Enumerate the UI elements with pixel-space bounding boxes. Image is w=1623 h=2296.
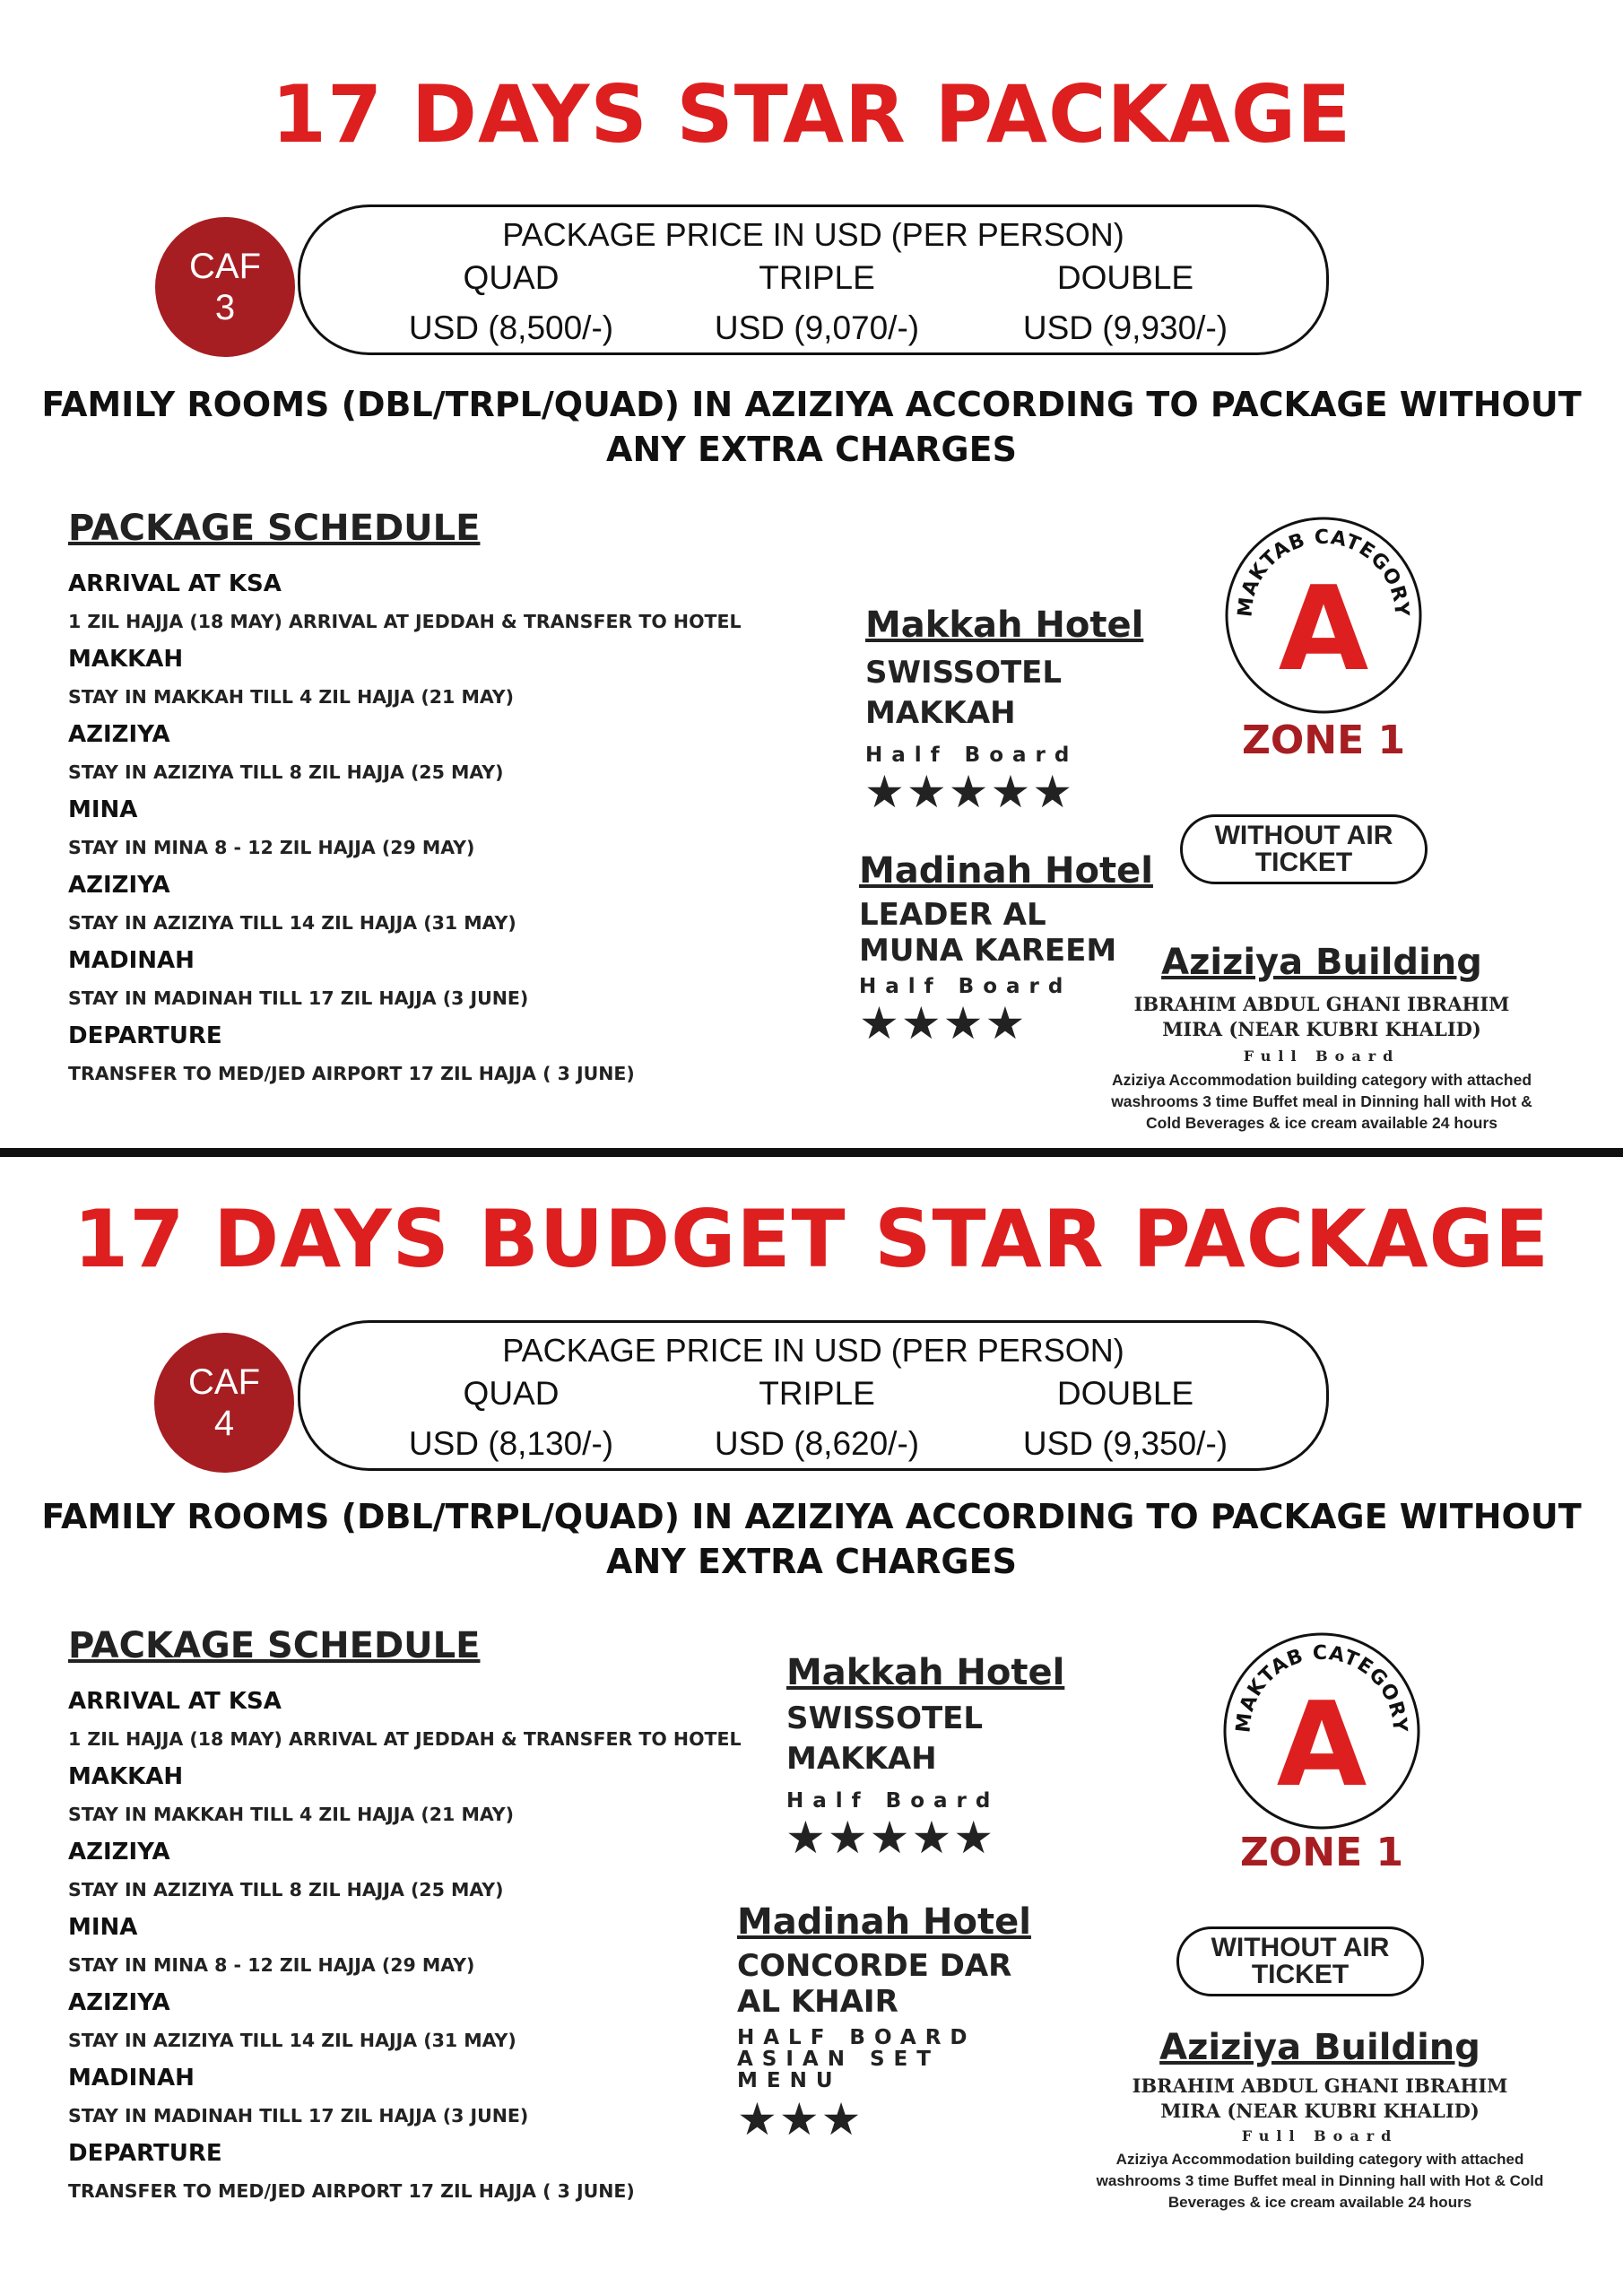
aziziya-description	[1071, 1069, 1573, 1134]
schedule-detail: TRANSFER TO MED/JED AIRPORT 17 ZIL HAJJA ( 3 JUNE)	[68, 1063, 635, 1084]
maktab-category-badge	[1223, 515, 1424, 716]
price-triple-label: TRIPLE	[759, 1375, 875, 1412]
price-double	[982, 259, 1269, 347]
aziziya-description	[1069, 2149, 1571, 2213]
schedule-title: PACKAGE SCHEDULE	[68, 1625, 481, 1666]
schedule-detail: STAY IN MINA 8 - 12 ZIL HAJJA (29 MAY)	[68, 837, 475, 858]
aziziya-desc-line2: washrooms 3 time Buffet meal in Dinning hall with Hot &	[1111, 1092, 1532, 1110]
price-quad-label: QUAD	[463, 1375, 560, 1412]
schedule-heading: MAKKAH	[68, 646, 184, 673]
section-divider	[0, 1148, 1623, 1157]
price-quad-value: USD (8,500/-)	[408, 309, 614, 346]
schedule-heading: MADINAH	[68, 947, 195, 974]
maktab-letter: A	[1276, 1676, 1367, 1813]
aziziya-address-line1: IBRAHIM ABDUL GHANI IBRAHIM	[1133, 993, 1510, 1015]
family-line-1: FAMILY ROOMS (DBL/TRPL/QUAD) IN AZIZIYA ACCORDING TO PACKAGE WITHOUT	[41, 385, 1582, 424]
schedule-heading: MADINAH	[68, 2065, 195, 2092]
schedule-detail: STAY IN AZIZIYA TILL 14 ZIL HAJJA (31 MAY)	[68, 912, 516, 934]
aziziya-title: Aziziya Building	[1159, 2027, 1480, 2068]
price-triple-label: TRIPLE	[759, 259, 875, 296]
madinah-stars: ★★★★	[859, 997, 1028, 1049]
price-box	[298, 1320, 1329, 1471]
price-heading: PACKAGE PRICE IN USD (PER PERSON)	[502, 1332, 1124, 1369]
aziziya-address-line2: MIRA (NEAR KUBRI KHALID)	[1162, 1018, 1481, 1040]
schedule-detail: STAY IN AZIZIYA TILL 8 ZIL HAJJA (25 MAY)	[68, 1879, 504, 1900]
makkah-hotel-name-line2: MAKKAH	[786, 1741, 937, 1777]
ticket-line1: WITHOUT AIR	[1214, 821, 1393, 850]
madinah-hotel-name	[737, 1948, 1011, 2020]
ticket-line2: TICKET	[1251, 1960, 1350, 1989]
madinah-hotel-name-line2: MUNA KAREEM	[859, 933, 1117, 969]
maktab-arc-text: MAKTAB CATEGORY	[1234, 526, 1413, 619]
price-box	[298, 204, 1329, 355]
schedule-title: PACKAGE SCHEDULE	[68, 508, 481, 549]
schedule-list	[68, 1683, 750, 2210]
madinah-hotel-name-line1: CONCORDE DAR	[737, 1948, 1012, 1984]
schedule-heading: DEPARTURE	[68, 2140, 222, 2167]
schedule-heading: AZIZIYA	[68, 1839, 170, 1866]
zone-label: ZONE 1	[1241, 718, 1406, 763]
schedule-detail: STAY IN MAKKAH TILL 4 ZIL HAJJA (21 MAY)	[68, 1804, 514, 1825]
package-budget-star	[0, 1157, 1623, 2296]
schedule-detail: TRANSFER TO MED/JED AIRPORT 17 ZIL HAJJA ( 3 JUNE)	[68, 2180, 635, 2202]
madinah-hotel-name-line1: LEADER AL	[859, 897, 1046, 933]
maktab-letter: A	[1278, 561, 1369, 697]
price-triple	[673, 1375, 960, 1463]
schedule-detail: 1 ZIL HAJJA (18 MAY) ARRIVAL AT JEDDAH & TRANSFER TO HOTEL	[68, 1728, 742, 1750]
without-air-ticket-badge	[1176, 1926, 1424, 1996]
price-double-value: USD (9,930/-)	[1022, 309, 1228, 346]
makkah-hotel-name-line1: SWISSOTEL	[786, 1700, 984, 1736]
schedule-heading: ARRIVAL AT KSA	[68, 1688, 282, 1715]
maktab-arc-text: MAKTAB CATEGORY	[1232, 1641, 1411, 1735]
ticket-line1: WITHOUT AIR	[1211, 1933, 1390, 1962]
aziziya-desc-line3: Cold Beverages & ice cream available 24 hours	[1146, 1114, 1497, 1132]
caf-label: CAF	[189, 247, 261, 286]
schedule-heading: AZIZIYA	[68, 1989, 170, 2016]
aziziya-title: Aziziya Building	[1161, 942, 1482, 983]
makkah-board: Half Board	[786, 1789, 1000, 1813]
price-triple-value: USD (8,620/-)	[714, 1425, 920, 1462]
makkah-board: Half Board	[865, 744, 1079, 767]
price-quad	[368, 259, 655, 347]
schedule-heading: MINA	[68, 1914, 138, 1941]
makkah-stars: ★★★★★	[864, 766, 1075, 818]
without-air-ticket-badge	[1180, 814, 1428, 884]
schedule-heading: ARRIVAL AT KSA	[68, 570, 282, 597]
price-double	[982, 1375, 1269, 1463]
aziziya-address	[1098, 992, 1546, 1042]
aziziya-desc-line1: Aziziya Accommodation building category with attached	[1111, 1071, 1532, 1089]
price-quad-value: USD (8,130/-)	[408, 1425, 614, 1462]
madinah-board-line1: HALF BOARD	[737, 2026, 976, 2049]
maktab-category-badge	[1221, 1631, 1422, 1831]
package-title: 17 DAYS BUDGET STAR PACKAGE	[74, 1193, 1549, 1285]
schedule-detail: 1 ZIL HAJJA (18 MAY) ARRIVAL AT JEDDAH & TRANSFER TO HOTEL	[68, 611, 742, 632]
makkah-hotel-name-line2: MAKKAH	[865, 695, 1016, 731]
madinah-board-line2: ASIAN SET	[737, 2048, 940, 2071]
price-heading: PACKAGE PRICE IN USD (PER PERSON)	[502, 216, 1124, 253]
schedule-detail: STAY IN MINA 8 - 12 ZIL HAJJA (29 MAY)	[68, 1954, 475, 1976]
schedule-heading: MAKKAH	[68, 1763, 184, 1790]
makkah-hotel-name-line1: SWISSOTEL	[865, 655, 1063, 691]
price-double-label: DOUBLE	[1056, 259, 1194, 296]
schedule-detail: STAY IN MAKKAH TILL 4 ZIL HAJJA (21 MAY)	[68, 686, 514, 708]
makkah-stars: ★★★★★	[785, 1812, 996, 1864]
aziziya-desc-line2: washrooms 3 time Buffet meal in Dinning hall with Hot & Cold	[1096, 2172, 1544, 2189]
madinah-board-line3: MENU	[737, 2069, 842, 2092]
schedule-heading: AZIZIYA	[68, 872, 170, 899]
makkah-hotel-name	[865, 653, 1062, 734]
schedule-detail: STAY IN MADINAH TILL 17 ZIL HAJJA (3 JUNE)	[68, 2105, 529, 2126]
madinah-hotel-title: Madinah Hotel	[737, 1901, 1031, 1943]
price-quad-label: QUAD	[463, 259, 560, 296]
schedule-detail: STAY IN AZIZIYA TILL 8 ZIL HAJJA (25 MAY)	[68, 761, 504, 783]
family-line-2: ANY EXTRA CHARGES	[606, 1542, 1017, 1581]
aziziya-desc-line1: Aziziya Accommodation building category with attached	[1115, 2151, 1524, 2168]
caf-label: CAF	[188, 1362, 260, 1402]
price-double-value: USD (9,350/-)	[1022, 1425, 1228, 1462]
madinah-hotel-title: Madinah Hotel	[859, 850, 1153, 891]
aziziya-board: Full Board	[1243, 1048, 1401, 1065]
ticket-line2: TICKET	[1254, 848, 1353, 877]
schedule-detail: STAY IN AZIZIYA TILL 14 ZIL HAJJA (31 MAY)	[68, 2030, 516, 2051]
family-line-2: ANY EXTRA CHARGES	[606, 430, 1017, 469]
caf-number: 4	[213, 1404, 235, 1443]
aziziya-board: Full Board	[1241, 2127, 1399, 2144]
schedule-heading: MINA	[68, 796, 138, 823]
makkah-hotel-title: Makkah Hotel	[786, 1652, 1065, 1693]
makkah-hotel-title: Makkah Hotel	[865, 604, 1144, 646]
schedule-heading: DEPARTURE	[68, 1022, 222, 1049]
madinah-board	[737, 2027, 976, 2092]
aziziya-address	[1096, 2074, 1544, 2124]
price-triple	[673, 259, 960, 347]
schedule-list	[68, 565, 750, 1092]
family-rooms-note	[0, 1494, 1623, 1584]
family-rooms-note	[0, 382, 1623, 472]
price-triple-value: USD (9,070/-)	[714, 309, 920, 346]
madinah-hotel-name-line2: AL KHAIR	[737, 1984, 898, 2020]
aziziya-address-line2: MIRA (NEAR KUBRI KHALID)	[1160, 2100, 1480, 2122]
price-quad	[368, 1375, 655, 1463]
caf-number: 3	[214, 288, 236, 327]
madinah-board: Half Board	[859, 975, 1072, 998]
madinah-stars: ★★★	[737, 2093, 864, 2145]
schedule-heading: AZIZIYA	[68, 721, 170, 748]
caf-badge	[155, 217, 295, 357]
caf-badge	[154, 1333, 294, 1473]
package-title: 17 DAYS STAR PACKAGE	[271, 68, 1352, 161]
family-line-1: FAMILY ROOMS (DBL/TRPL/QUAD) IN AZIZIYA ACCORDING TO PACKAGE WITHOUT	[41, 1497, 1582, 1536]
aziziya-address-line1: IBRAHIM ABDUL GHANI IBRAHIM	[1132, 2074, 1508, 2097]
aziziya-desc-line3: Beverages & ice cream available 24 hours	[1167, 2194, 1472, 2211]
price-double-label: DOUBLE	[1056, 1375, 1194, 1412]
makkah-hotel-name	[786, 1699, 983, 1779]
madinah-hotel-name	[859, 897, 1116, 969]
schedule-detail: STAY IN MADINAH TILL 17 ZIL HAJJA (3 JUNE)	[68, 987, 529, 1009]
zone-label: ZONE 1	[1239, 1830, 1404, 1875]
